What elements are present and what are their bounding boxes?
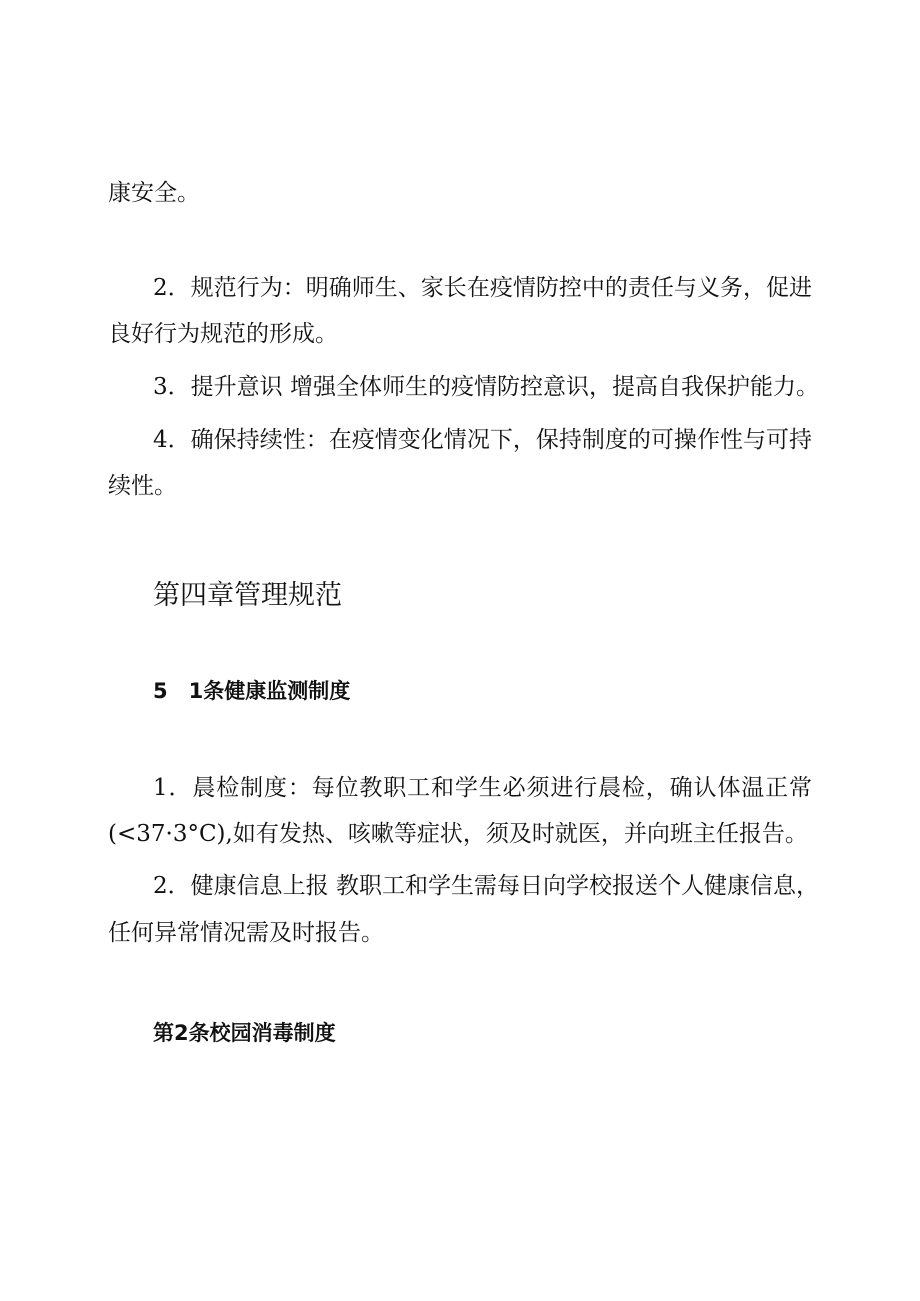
- article-2-title: 第2条校园消毒制度: [153, 1021, 336, 1045]
- article-1-title: 5 1条健康监测制度: [153, 679, 351, 703]
- paragraph-5-line-2: 任何异常情况需及时报告。: [108, 920, 384, 946]
- paragraph-3-line-2: 续性。: [108, 473, 177, 499]
- paragraph-4-line-2: (<37·3°C),如有发热、咳嗽等症状，须及时就医，并向班主任报告。: [108, 821, 808, 847]
- paragraph-4-line-1: 1．晨检制度：每位教职工和学生必须进行晨检，确认体温正常: [153, 775, 812, 801]
- paragraph-2-line-1: 3．提升意识 增强全体师生的疫情防控意识，提高自我保护能力。: [153, 374, 819, 400]
- paragraph-5-line-1: 2．健康信息上报 教职工和学生需每日向学校报送个人健康信息，: [153, 873, 819, 899]
- paragraph-1-line-1: 2．规范行为：明确师生、家长在疫情防控中的责任与义务，促进: [153, 275, 812, 301]
- paragraph-0-line-1: 康安全。: [108, 180, 200, 206]
- paragraph-1-line-2: 良好行为规范的形成。: [108, 321, 338, 347]
- paragraph-3-line-1: 4．确保持续性：在疫情变化情况下，保持制度的可操作性与可持: [153, 427, 812, 453]
- chapter-title: 第四章管理规范: [153, 580, 342, 611]
